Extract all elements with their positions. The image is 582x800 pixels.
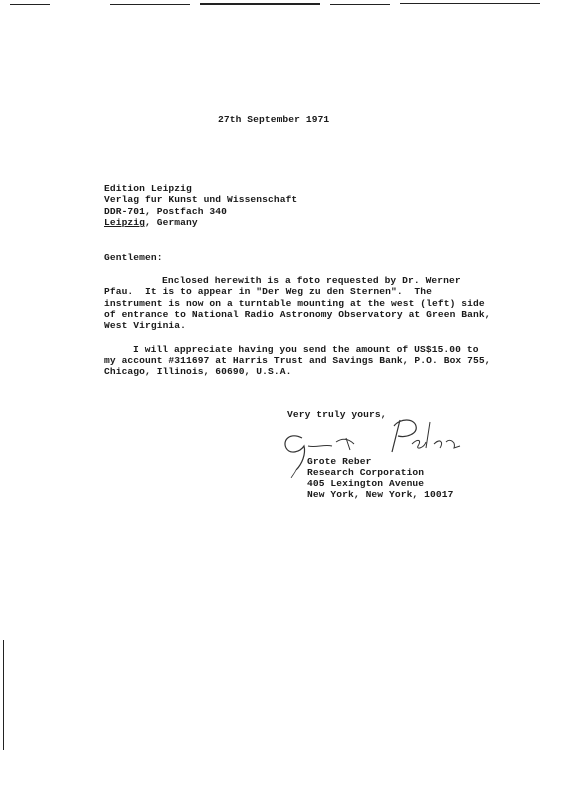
paragraph-1-line-3: instrument is now on a turntable mounting at the west (left) side: [104, 298, 485, 309]
paragraph-1-line-2: Pfau. It is to appear in "Der Weg zu den Sternen". The: [104, 286, 433, 297]
scan-artifact: [200, 3, 320, 5]
paragraph-2-line-2: my account #311697 at Harris Trust and Savings Bank, P.O. Box 755,: [104, 355, 491, 366]
salutation: Gentlemen:: [104, 252, 163, 263]
paragraph-1-line-4: of entrance to National Radio Astronomy Observatory at Green Bank,: [104, 309, 491, 320]
letter-date: 27th September 1971: [218, 114, 330, 125]
paragraph-1-line-5: West Virginia.: [104, 320, 187, 331]
recipient-line-4: [104, 217, 198, 228]
signer-street: 405 Lexington Avenue: [307, 478, 425, 489]
scan-artifact: [10, 4, 50, 5]
signer-name: Grote Reber: [307, 456, 372, 467]
signer-organization: Research Corporation: [307, 467, 425, 478]
recipient-city: Leipzig: [104, 217, 146, 228]
recipient-line-3: DDR-701, Postfach 340: [104, 206, 228, 217]
recipient-line-1: Edition Leipzig: [104, 183, 192, 194]
signer-city: New York, New York, 10017: [307, 489, 454, 500]
closing: Very truly yours,: [287, 409, 387, 420]
scan-artifact: [330, 4, 390, 5]
scan-artifact: [400, 3, 540, 4]
recipient-line-2: Verlag fur Kunst und Wissenschaft: [104, 194, 298, 205]
scan-artifact: [110, 4, 190, 5]
scan-artifact: [3, 640, 4, 750]
paragraph-2-line-3: Chicago, Illinois, 60690, U.S.A.: [104, 366, 292, 377]
paragraph-2-line-1: I will appreciate having you send the amount of US$15.00 to: [133, 344, 479, 355]
paragraph-1-line-1: Enclosed herewith is a foto requested by Dr. Werner: [162, 275, 461, 286]
recipient-country: , Germany: [145, 217, 198, 228]
